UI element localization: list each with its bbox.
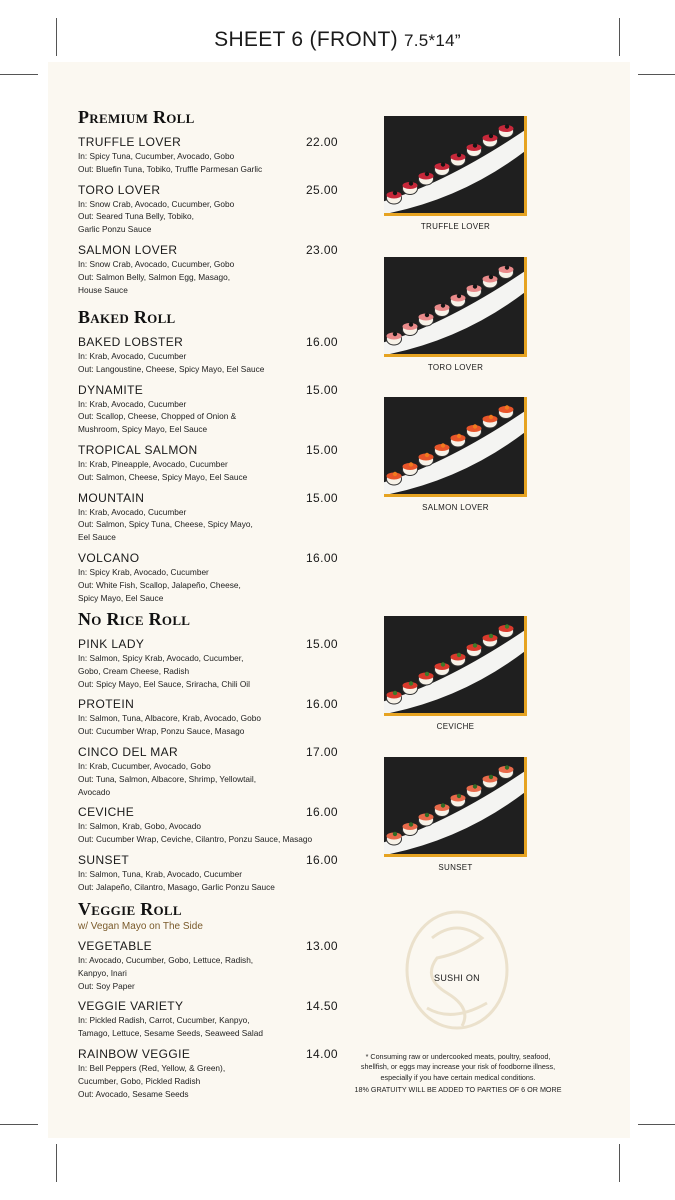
menu-item	[78, 443, 338, 484]
sushi-piece	[403, 322, 418, 335]
sushi-piece	[483, 775, 498, 788]
item-description: In: Spicy Tuna, Cucumber, Avocado, Gobo Out: Bluefin Tuna, Tobiko, Truffle Parmesan Garlic	[78, 151, 263, 174]
section-no-rice-roll	[78, 609, 358, 894]
photo-caption: TRUFFLE LOVER	[420, 222, 491, 231]
sushi-piece	[419, 313, 434, 326]
menu-item	[78, 805, 358, 846]
menu-item	[78, 745, 338, 798]
sushi-piece	[419, 672, 434, 685]
photo-caption: TORO LOVER	[427, 363, 484, 372]
menu-item	[78, 999, 338, 1040]
sushi-piece	[467, 424, 482, 437]
item-name: VEGGIE VARIETY	[78, 999, 184, 1014]
item-description: In: Avocado, Cucumber, Gobo, Lettuce, Radish, Kanpyo, Inari Out: Soy Paper	[78, 955, 254, 991]
section-baked-roll	[78, 307, 338, 604]
sushi-piece	[387, 472, 402, 485]
item-description: In: Salmon, Tuna, Krab, Avocado, Cucumber Out: Jalapeño, Cilantro, Masago, Garlic Ponzu Sauce	[78, 868, 275, 892]
sushi-piece	[387, 191, 402, 204]
sushi-piece	[387, 332, 402, 345]
dish-photo	[384, 397, 527, 497]
item-price: 16.00	[305, 852, 338, 867]
sushi-piece	[467, 784, 482, 797]
dish-photo	[384, 757, 527, 857]
crop-mark	[638, 74, 675, 75]
brand-name: SUSHI ON	[434, 973, 480, 983]
gratuity-notice: 18% GRATUITY WILL BE ADDED TO PARTIES OF 6 OR MORE	[354, 1085, 562, 1094]
item-price: 13.00	[305, 939, 338, 953]
photo-caption: SUNSET	[438, 863, 473, 872]
sushi-piece	[403, 181, 418, 194]
sushi-piece	[387, 832, 402, 845]
crop-mark	[0, 74, 38, 75]
item-description: In: Salmon, Tuna, Albacore, Krab, Avocado, Gobo Out: Cucumber Wrap, Ponzu Sauce, Masago	[78, 713, 261, 737]
sheet-title	[0, 28, 675, 52]
item-name: SUNSET	[78, 852, 130, 867]
sushi-piece	[499, 265, 514, 278]
section-title: Baked Roll	[78, 307, 176, 327]
item-price: 25.00	[305, 182, 338, 197]
menu-item	[78, 637, 338, 690]
menu-item	[78, 335, 338, 376]
item-price: 14.00	[305, 1046, 338, 1061]
item-price: 16.00	[305, 805, 338, 820]
sushi-piece	[435, 662, 450, 675]
dish-photo	[384, 257, 527, 357]
sushi-piece	[499, 405, 514, 418]
item-name: RAINBOW VEGGIE	[78, 1046, 191, 1061]
item-description: In: Snow Crab, Avocado, Cucumber, Gobo Out: Salmon Belly, Salmon Egg, Masago, House Sauce	[78, 258, 235, 295]
item-description: In: Krab, Pineapple, Avocado, Cucumber Out: Salmon, Cheese, Spicy Mayo, Eel Sauce	[78, 458, 248, 482]
section-title: Premium Roll	[78, 107, 195, 127]
dish-photo	[384, 116, 527, 216]
dish-photo	[384, 616, 527, 716]
section-title: Veggie Roll	[78, 899, 182, 919]
sushi-piece	[435, 443, 450, 456]
menu-item	[78, 491, 338, 544]
sushi-piece	[403, 681, 418, 694]
item-name: BAKED LOBSTER	[78, 335, 184, 349]
sushi-piece	[483, 134, 498, 147]
item-name: VEGETABLE	[78, 939, 153, 953]
sushi-piece	[483, 415, 498, 428]
sushi-piece	[467, 643, 482, 656]
item-name: TROPICAL SALMON	[78, 442, 198, 457]
item-name: TRUFFLE LOVER	[78, 135, 182, 149]
item-name: CINCO DEL MAR	[78, 744, 179, 759]
item-price: 15.00	[305, 382, 338, 397]
item-name: PROTEIN	[78, 697, 135, 712]
sushi-piece	[419, 453, 434, 466]
sushi-piece	[451, 434, 466, 447]
sushi-piece	[403, 822, 418, 835]
sushi-piece	[451, 794, 466, 807]
item-price: 16.00	[305, 697, 338, 712]
menu-item	[78, 243, 338, 296]
sushi-piece	[419, 813, 434, 826]
sushi-piece	[435, 162, 450, 175]
item-price: 14.50	[305, 999, 338, 1014]
item-description: In: Salmon, Krab, Gobo, Avocado Out: Cucumber Wrap, Ceviche, Cilantro, Ponzu Sauce, Masago	[78, 821, 313, 845]
item-price: 15.00	[305, 490, 338, 505]
item-description: In: Spicy Krab, Avocado, Cucumber Out: White Fish, Scallop, Jalapeño, Cheese, Spicy Mayo, Eel Sauce	[78, 566, 241, 603]
sushi-piece	[451, 294, 466, 307]
menu-item	[78, 383, 338, 436]
item-name: VOLCANO	[78, 550, 140, 565]
item-price: 15.00	[305, 442, 338, 457]
item-description: In: Krab, Cucumber, Avocado, Gobo Out: Tuna, Salmon, Albacore, Shrimp, Yellowtail, Avocado	[78, 760, 257, 797]
sushi-piece	[451, 153, 466, 166]
menu-item	[78, 1047, 338, 1100]
sheet-dimensions: 7.5*14”	[403, 31, 461, 50]
item-description: In: Bell Peppers (Red, Yellow, & Green), Cucumber, Gobo, Pickled Radish Out: Avocado, Sesame Seeds	[78, 1062, 226, 1099]
crop-mark	[0, 1124, 38, 1125]
sushi-piece	[403, 462, 418, 475]
crop-mark	[56, 1144, 57, 1182]
item-description: In: Snow Crab, Avocado, Cucumber, Gobo Out: Seared Tuna Belly, Tobiko, Garlic Ponzu Sauce	[78, 198, 235, 235]
item-name: PINK LADY	[78, 637, 145, 651]
item-description: In: Krab, Avocado, Cucumber Out: Scallop, Cheese, Chopped of Onion & Mushroom, Spicy Mayo, Eel Sauce	[78, 398, 237, 435]
item-price: 17.00	[305, 744, 338, 759]
item-price: 22.00	[305, 135, 338, 149]
section-title: No Rice Roll	[78, 609, 191, 629]
sushi-piece	[483, 275, 498, 288]
sushi-piece	[499, 624, 514, 637]
consumption-disclaimer: * Consuming raw or undercooked meats, poultry, seafood, shellfish, or eggs may increase your risk of foodborne illness, especially if you have certain medical conditions.	[360, 1052, 556, 1082]
item-description: In: Krab, Avocado, Cucumber Out: Langoustine, Cheese, Spicy Mayo, Eel Sauce	[78, 351, 265, 374]
item-name: DYNAMITE	[78, 382, 144, 397]
sheet-label: SHEET 6 (FRONT)	[214, 28, 398, 51]
menu-item	[78, 939, 338, 992]
item-description: In: Salmon, Spicy Krab, Avocado, Cucumber, Gobo, Cream Cheese, Radish Out: Spicy Mayo, Eel Sauce, Sriracha, Chili Oil	[78, 653, 250, 689]
menu-item	[78, 183, 338, 236]
sushi-piece	[435, 803, 450, 816]
photo-caption: CEVICHE	[436, 722, 475, 731]
item-name: MOUNTAIN	[78, 490, 145, 505]
item-price: 16.00	[305, 550, 338, 565]
sushi-piece	[387, 691, 402, 704]
item-name: TORO LOVER	[78, 182, 161, 197]
sushi-piece	[467, 143, 482, 156]
photo-caption: SALMON LOVER	[422, 503, 489, 512]
menu-item	[78, 551, 338, 604]
item-price: 16.00	[305, 335, 338, 349]
item-price: 15.00	[305, 637, 338, 651]
item-description: In: Pickled Radish, Carrot, Cucumber, Kanpyo, Tamago, Lettuce, Sesame Seeds, Seaweed Salad	[78, 1015, 263, 1039]
sushi-piece	[419, 172, 434, 185]
menu-item	[78, 135, 338, 176]
item-price: 23.00	[305, 242, 338, 257]
section-premium-roll	[78, 107, 338, 296]
item-name: CEVICHE	[78, 805, 135, 820]
sushi-piece	[467, 284, 482, 297]
menu-item	[78, 853, 338, 894]
sushi-piece	[451, 653, 466, 666]
crop-mark	[638, 1124, 675, 1125]
sushi-piece	[499, 124, 514, 137]
section-subtitle: w/ Vegan Mayo on The Side	[78, 921, 203, 932]
item-name: SALMON LOVER	[78, 242, 178, 257]
menu-item	[78, 697, 338, 738]
sushi-piece	[499, 765, 514, 778]
section-veggie-roll	[78, 899, 338, 1100]
crop-mark	[619, 1144, 620, 1182]
sushi-piece	[483, 634, 498, 647]
sushi-piece	[435, 303, 450, 316]
item-description: In: Krab, Avocado, Cucumber Out: Salmon, Spicy Tuna, Cheese, Spicy Mayo, Eel Sauce	[78, 506, 253, 543]
